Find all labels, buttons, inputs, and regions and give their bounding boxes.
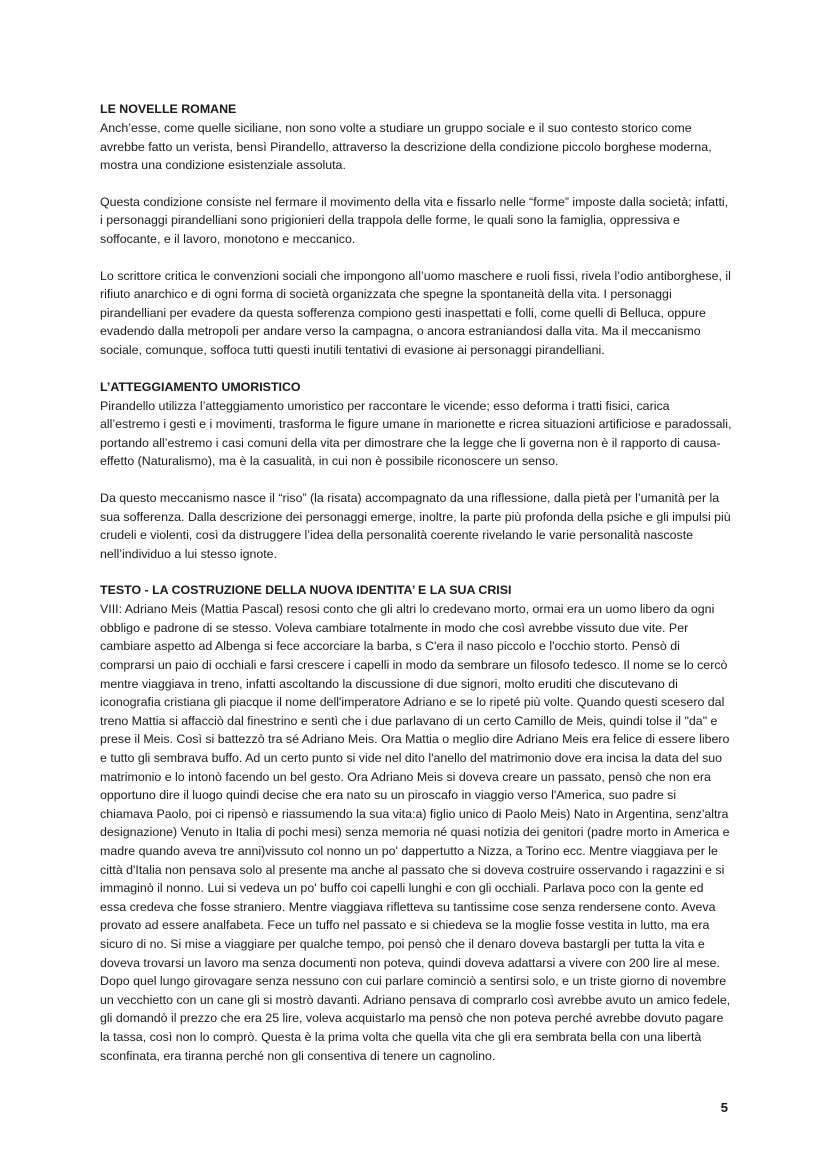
paragraph: Lo scrittore critica le convenzioni sociali che impongono all’uomo maschere e ruoli fissi, rivela l’odio antiborghese, il rifiuto anarchico e di ogni forma di società organizzata che spegne la spontaneità della vita. I personaggi pirandelliani per evadere da questa sofferenza compiono gesti inaspettati e folli, come quelli di Belluca, oppure evadendo dalla metropoli per andare verso la campagna, o ancora estraniandosi dalla vita. Ma il meccanismo sociale, comunque, soffoca tutti questi inutili tentativi di evasione ai personaggi pirandelliani. [100,268,731,357]
section-heading-novelle-romane: LE NOVELLE ROMANE [100,102,237,116]
paragraph: Questa condizione consiste nel fermare il movimento della vita e fissarlo nelle “forme” imposte dalla società; infatti, i personaggi pirandelliani sono prigionieri della trappola delle forme, le quali sono la famiglia, oppressiva e soffocante, e il lavoro, monotono e meccanico. [100,194,729,246]
document-page [100,100,732,1083]
paragraph: VIII: Adriano Meis (Mattia Pascal) resosi conto che gli altri lo credevano morto, ormai era un uomo libero da ogni obbligo e padrone di se stesso. Voleva cambiare totalmente in modo che così avrebbe vissuto due vite. Per cambiare aspetto ad Albenga si fece accorciare la barba, s C'era il naso piccolo e l'occhio storto. Pensò di comprarsi un paio di occhiali e farsi crescere i capelli in modo da sembrare un filosofo tedesco. Il nome se lo cercò mentre viaggiava in treno, infatti ascoltando la discussione di due signori, molto eruditi che discutevano di iconografia cristiana gli piacque il nome dell'imperatore Adriano e se lo ripeté più volte. Quando questi scesero dal treno Mattia si affacciò dal finestrino e sentì che i due parlavano di un certo Camillo de Meis, quindi tolse il "da" e prese il Meis. Così si battezzò tra sé Adriano Meis. Ora Mattia o meglio dire Adriano Meis era felice di essere libero e tutto gli sembrava buffo. Ad un certo punto si vide nel dito l'anello del matrimonio dove era incisa la data del suo matrimonio e lo intonò facendo un bel gesto. Ora Adriano Meis si doveva creare un passato, pensò che non era opportuno dire il luogo quindi decise che era nato su un piroscafo in viaggio verso l'America, suo padre si chiamava Paolo, poi ci ripensò e riassumendo la sua vita:a) figlio unico di Paolo Meis) Nato in Argentina, senz'altra designazione) Venuto in Italia di pochi mesi) senza memoria né quasi notizia dei genitori (padre morto in America e madre quando aveva tre anni)vissuto col nonno un po' dappertutto a Nizza, a Torino ecc. Mentre viaggiava per le città d'Italia non pensava solo al presente ma anche al passato che si doveva costruire osservando i ragazzini e si immaginò il nonno. Lui si vedeva un po' buffo coi capelli lunghi e con gli occhiali. Parlava poco con la gente ed essa credeva che fosse straniero. Mentre viaggiava rifletteva su tantissime cose senza rendersene conto. Aveva provato ad essere analfabeta. Fece un tuffo nel passato e si chiedeva se la moglie fosse vestita in lutto, ma era sicuro di no. Si mise a viaggiare per qualche tempo, poi pensò che il denaro doveva bastargli per tutta la vita e doveva trovarsi un lavoro ma senza documenti non poteva, quindi doveva adattarsi a vivere con 200 lire al mese. Dopo quel lungo girovagare senza nessuno con cui parlare cominciò a sentirsi solo, e un triste giorno di novembre un vecchietto con un cane gli si mostrò davanti. Adriano pensava di comprarlo così avrebbe avuto un amico fedele, gli domandò il prezzo che era 25 lire, voleva acquistarlo ma pensò che non poteva perché avrebbe dovuto pagare la tassa, così non lo comprò. Questa è la prima volta che quella vita che gli era sembrata bella con una libertà sconfinata, era tiranna perché non gli consentiva di tenere un cagnolino. [100,602,731,1063]
page-number: 5 [720,1100,728,1115]
paragraph: Anch’esse, come quelle siciliane, non sono volte a studiare un gruppo sociale e il suo contesto storico come avrebbe fatto un verista, bensì Pirandello, attraverso la descrizione della condizione piccolo borghese moderna, mostra una condizione esistenziale assoluta. [100,121,712,173]
section-heading-atteggiamento-umoristico: L’ATTEGGIAMENTO UMORISTICO [100,379,301,394]
section-heading-testo: TESTO - LA COSTRUZIONE DELLA NUOVA IDENTITA’ E LA SUA CRISI [100,583,512,598]
paragraph: Pirandello utilizza l’atteggiamento umoristico per raccontare le vicende; esso deforma i tratti fisici, carica all’estremo i gesti e i movimenti, trasforma le figure umane in marionette e ricrea situazioni artificiose e paradossali, portando all’estremo i casi comuni della vita per dimostrare che la legge che li governa non è il rapporto di causa-effetto (Naturalismo), ma è la casualità, in cui non è possibile riconoscere un senso. [100,398,732,469]
paragraph: Da questo meccanismo nasce il “riso” (la risata) accompagnato da una riflessione, dalla pietà per l’umanità per la sua sofferenza. Dalla descrizione dei personaggi emerge, inoltre, la parte più profonda della psiche e gli impulsi più crudeli e violenti, così da distruggere l’idea della personalità coerente rivelando le varie personalità nascoste nell’individuo a lui stesso ignote. [100,490,731,561]
